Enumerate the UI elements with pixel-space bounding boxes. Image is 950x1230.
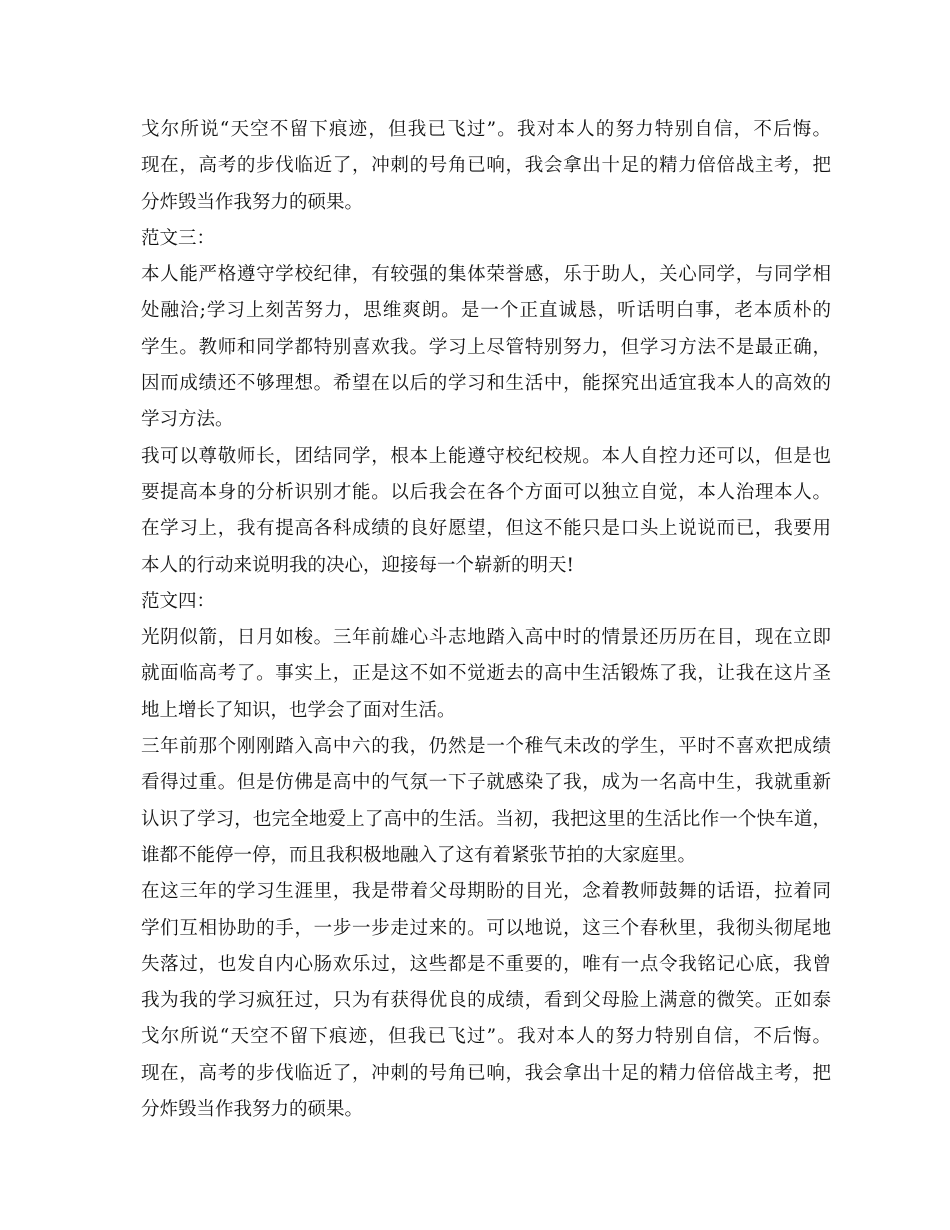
text-line: 因而成绩还不够理想。希望在以后的学习和生活中，能探究出适宜我本人的高效的: [141, 373, 831, 395]
text-line: 光阴似箭，日月如梭。三年前雄心斗志地踏入高中时的情景还历历在目，现在立即: [141, 627, 831, 649]
text-line: 认识了学习，也完全地爱上了高中的生活。当初，我把这里的生活比作一个快车道，: [141, 808, 831, 830]
text-line: 在这三年的学习生涯里，我是带着父母期盼的目光，念着教师鼓舞的话语，拉着同: [141, 881, 831, 903]
text-line: 学们互相协助的手，一步一步走过来的。可以地说，这三个春秋里，我彻头彻尾地: [141, 917, 831, 939]
text-line: 我可以尊敬师长，团结同学，根本上能遵守校纪校规。本人自控力还可以，但是也: [141, 445, 831, 467]
text-line: 处融洽;学习上刻苦努力，思维爽朗。是一个正直诚恳，听话明白事，老本质朴的: [141, 300, 831, 322]
text-line: 现在，高考的步伐临近了，冲刺的号角已响，我会拿出十足的精力倍倍战主考，把: [141, 1062, 831, 1084]
text-line: 要提高本身的分析识别才能。以后我会在各个方面可以独立自觉，本人治理本人。: [141, 481, 831, 503]
text-line: 分炸毁当作我努力的硕果。: [141, 1099, 364, 1121]
text-line: 戈尔所说“天空不留下痕迹，但我已飞过”。我对本人的努力特别自信，不后悔。: [141, 1026, 831, 1048]
text-line: 戈尔所说“天空不留下痕迹，但我已飞过”。我对本人的努力特别自信，不后悔。: [141, 119, 831, 140]
text-line: 范文四：: [141, 590, 216, 612]
text-line: 学习方法。: [141, 409, 234, 431]
text-line: 谁都不能停一停，而且我积极地融入了这有着紧张节拍的大家庭里。: [141, 844, 697, 866]
text-line: 学生。教师和同学都特别喜欢我。学习上尽管特别努力，但学习方法不是最正确，: [141, 336, 831, 358]
text-line: 现在，高考的步伐临近了，冲刺的号角已响，我会拿出十足的精力倍倍战主考，把: [141, 155, 831, 177]
text-line: 范文三：: [141, 227, 216, 249]
text-line: 看得过重。但是仿佛是高中的气氛一下子就感染了我，成为一名高中生，我就重新: [141, 772, 831, 794]
text-line: 三年前那个刚刚踏入高中六的我，仍然是一个稚气未改的学生，平时不喜欢把成绩: [141, 736, 831, 758]
text-line: 分炸毁当作我努力的硕果。: [141, 191, 364, 213]
text-line: 我为我的学习疯狂过，只为有获得优良的成绩，看到父母脸上满意的微笑。正如泰: [141, 990, 831, 1012]
text-line: 失落过，也发自内心肠欢乐过，这些都是不重要的，唯有一点令我铭记心底，我曾: [141, 953, 831, 975]
document-body: [141, 112, 831, 1128]
text-line: 在学习上，我有提高各科成绩的良好愿望，但这不能只是口头上说说而已，我要用: [141, 518, 831, 540]
text-line: 本人的行动来说明我的决心，迎接每一个崭新的明天!: [141, 554, 574, 576]
text-line: 地上增长了知识，也学会了面对生活。: [141, 699, 456, 721]
text-line: 本人能严格遵守学校纪律，有较强的集体荣誉感，乐于助人，关心同学，与同学相: [141, 264, 831, 286]
text-line: 就面临高考了。事实上，正是这不如不觉逝去的高中生活锻炼了我，让我在这片圣: [141, 663, 831, 685]
